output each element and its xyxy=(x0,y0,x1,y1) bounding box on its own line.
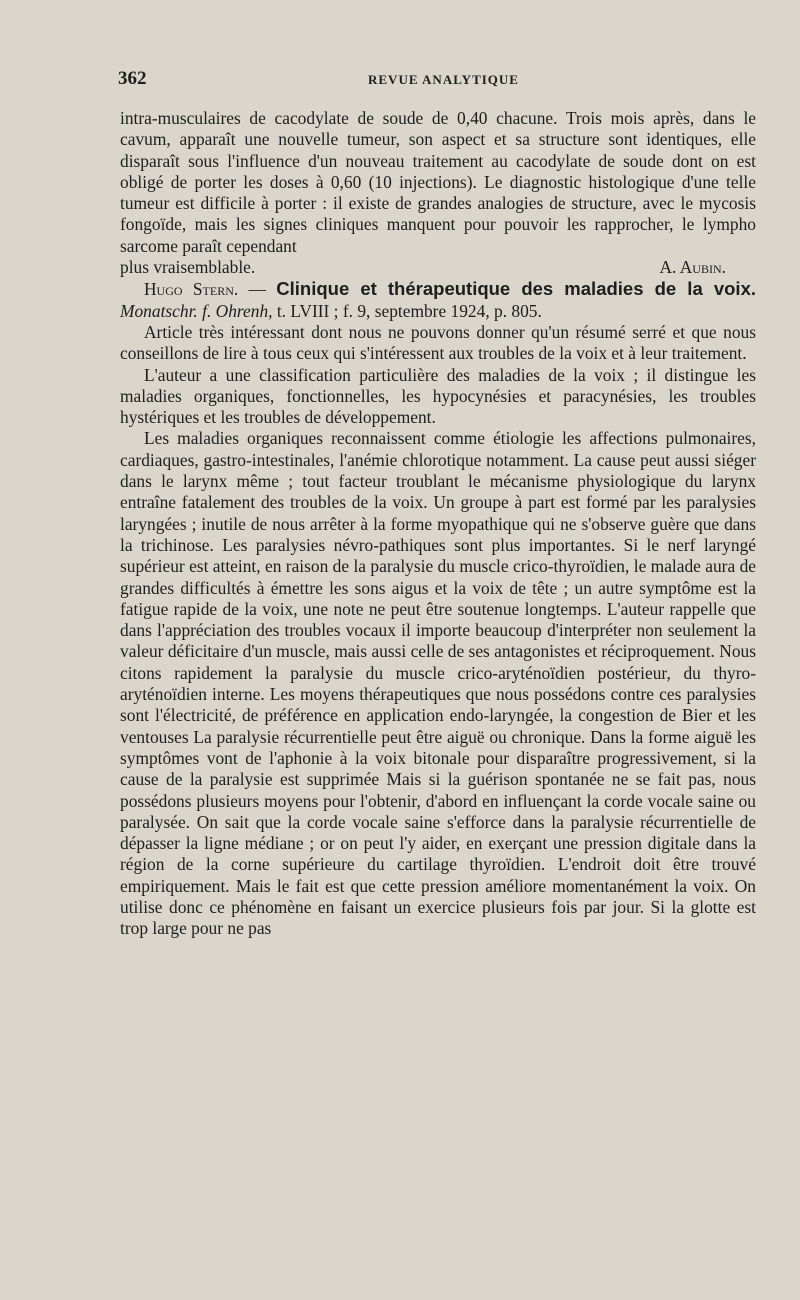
signature-line xyxy=(120,257,756,278)
article-author: Hugo Stern. xyxy=(144,279,239,300)
heading-dash: — xyxy=(238,279,277,300)
article-title: Clinique et thérapeutique des maladies de la voix. xyxy=(276,278,756,300)
page-number: 362 xyxy=(118,68,147,89)
paragraph-1: Article très intéressant dont nous ne pouvons donner qu'un résumé serré et que nous conseillons de lire à tous ceux qui s'intéressent aux troubles de la voix et à leur traitement. xyxy=(120,321,756,364)
previous-article-last-line: plus vraisemblable. xyxy=(120,257,256,278)
previous-article-text: intra-musculaires de cacodylate de soude de 0,40 chacune. Trois mois après, dans le cavum, apparaît une nouvelle tumeur, son aspect et sa structure sont identiques, elle disparaît sous l'influence d'un nouveau traitement au cacodylate de soude dont on est obligé de porter les doses à 0,60 (10 injections). Le diagnostic histologique d'une telle tumeur est difficile à porter : il existe de grandes analogies de structure, avec le mycosis fongoïde, mais les signes cliniques manquent pour pouvoir les rapprocher, le lympho sarcome paraît cependant xyxy=(120,108,756,256)
page-header xyxy=(118,68,758,94)
article-citation: t. LVIII ; f. 9, septembre 1924, p. 805. xyxy=(272,300,542,321)
page-body xyxy=(120,108,756,940)
article-heading xyxy=(120,278,756,322)
running-title: REVUE ANALYTIQUE xyxy=(368,72,519,87)
signature: A. Aubin. xyxy=(659,257,726,278)
paragraph-2: L'auteur a une classification particulière des maladies de la voix ; il distingue les maladies organiques, fonctionnelles, les hypocynésies et paracynésies, les troubles hystériques et les troubles de développement. xyxy=(120,364,756,428)
paragraph-3: Les maladies organiques reconnaissent comme étiologie les affections pulmonaires, cardiaques, gastro-intestinales, l'anémie chlorotique notamment. La cause peut aussi siéger dans le larynx même ; tout facteur troublant le mécanisme physiologique du larynx entraîne fatalement des troubles de la voix. Un groupe à part est formé par les paralysies laryngées ; inutile de nous arrêter à la forme myopathique qui ne s'observe guère que dans la trichinose. Les paralysies névro-pathiques sont plus importantes. Si le nerf laryngé supérieur est atteint, en raison de la paralysie du muscle crico-thyroïdien, le malade aura de grandes difficultés à émettre les sons aigus et la voix de tête ; un autre symptôme est la fatigue rapide de la voix, une note ne peut être soutenue longtemps. L'auteur rappelle que dans l'appréciation des troubles vocaux il importe beaucoup d'interpréter non seulement la valeur déficitaire d'un muscle, mais aussi celle de ses antagonistes et réciproquement. Nous citons rapidement la paralysie du muscle crico-aryténoïdien postérieur, du thyro-aryténoïdien interne. Les moyens thérapeutiques que nous possédons contre ces paralysies sont l'électricité, de préférence en application endo-laryngée, la congestion de Bier et les ventouses La paralysie récurrentielle peut être aiguë ou chronique. Dans la forme aiguë les symptômes vont de l'aphonie à la voix bitonale pour disparaître progressivement, si la cause de la paralysie est supprimée Mais si la guérison spontanée ne se fait pas, nous possédons plusieurs moyens pour l'obtenir, d'abord en influençant la corde vocale saine ou paralysée. On sait que la corde vocale saine s'efforce dans la paralysie récurrentielle de dépasser la ligne médiane ; or on peut l'y aider, en exerçant une pression digitale dans la région de la corne supérieure du cartilage thyroïdien. L'endroit doit être trouvé empiriquement. Mais le fait est que cette pression améliore momentanément la voix. On utilise donc ce phénomène en faisant un exercice plusieurs fois par jour. Si la glotte est trop large pour ne pas xyxy=(120,428,756,939)
article-journal: Monatschr. f. Ohrenh, xyxy=(120,300,273,321)
